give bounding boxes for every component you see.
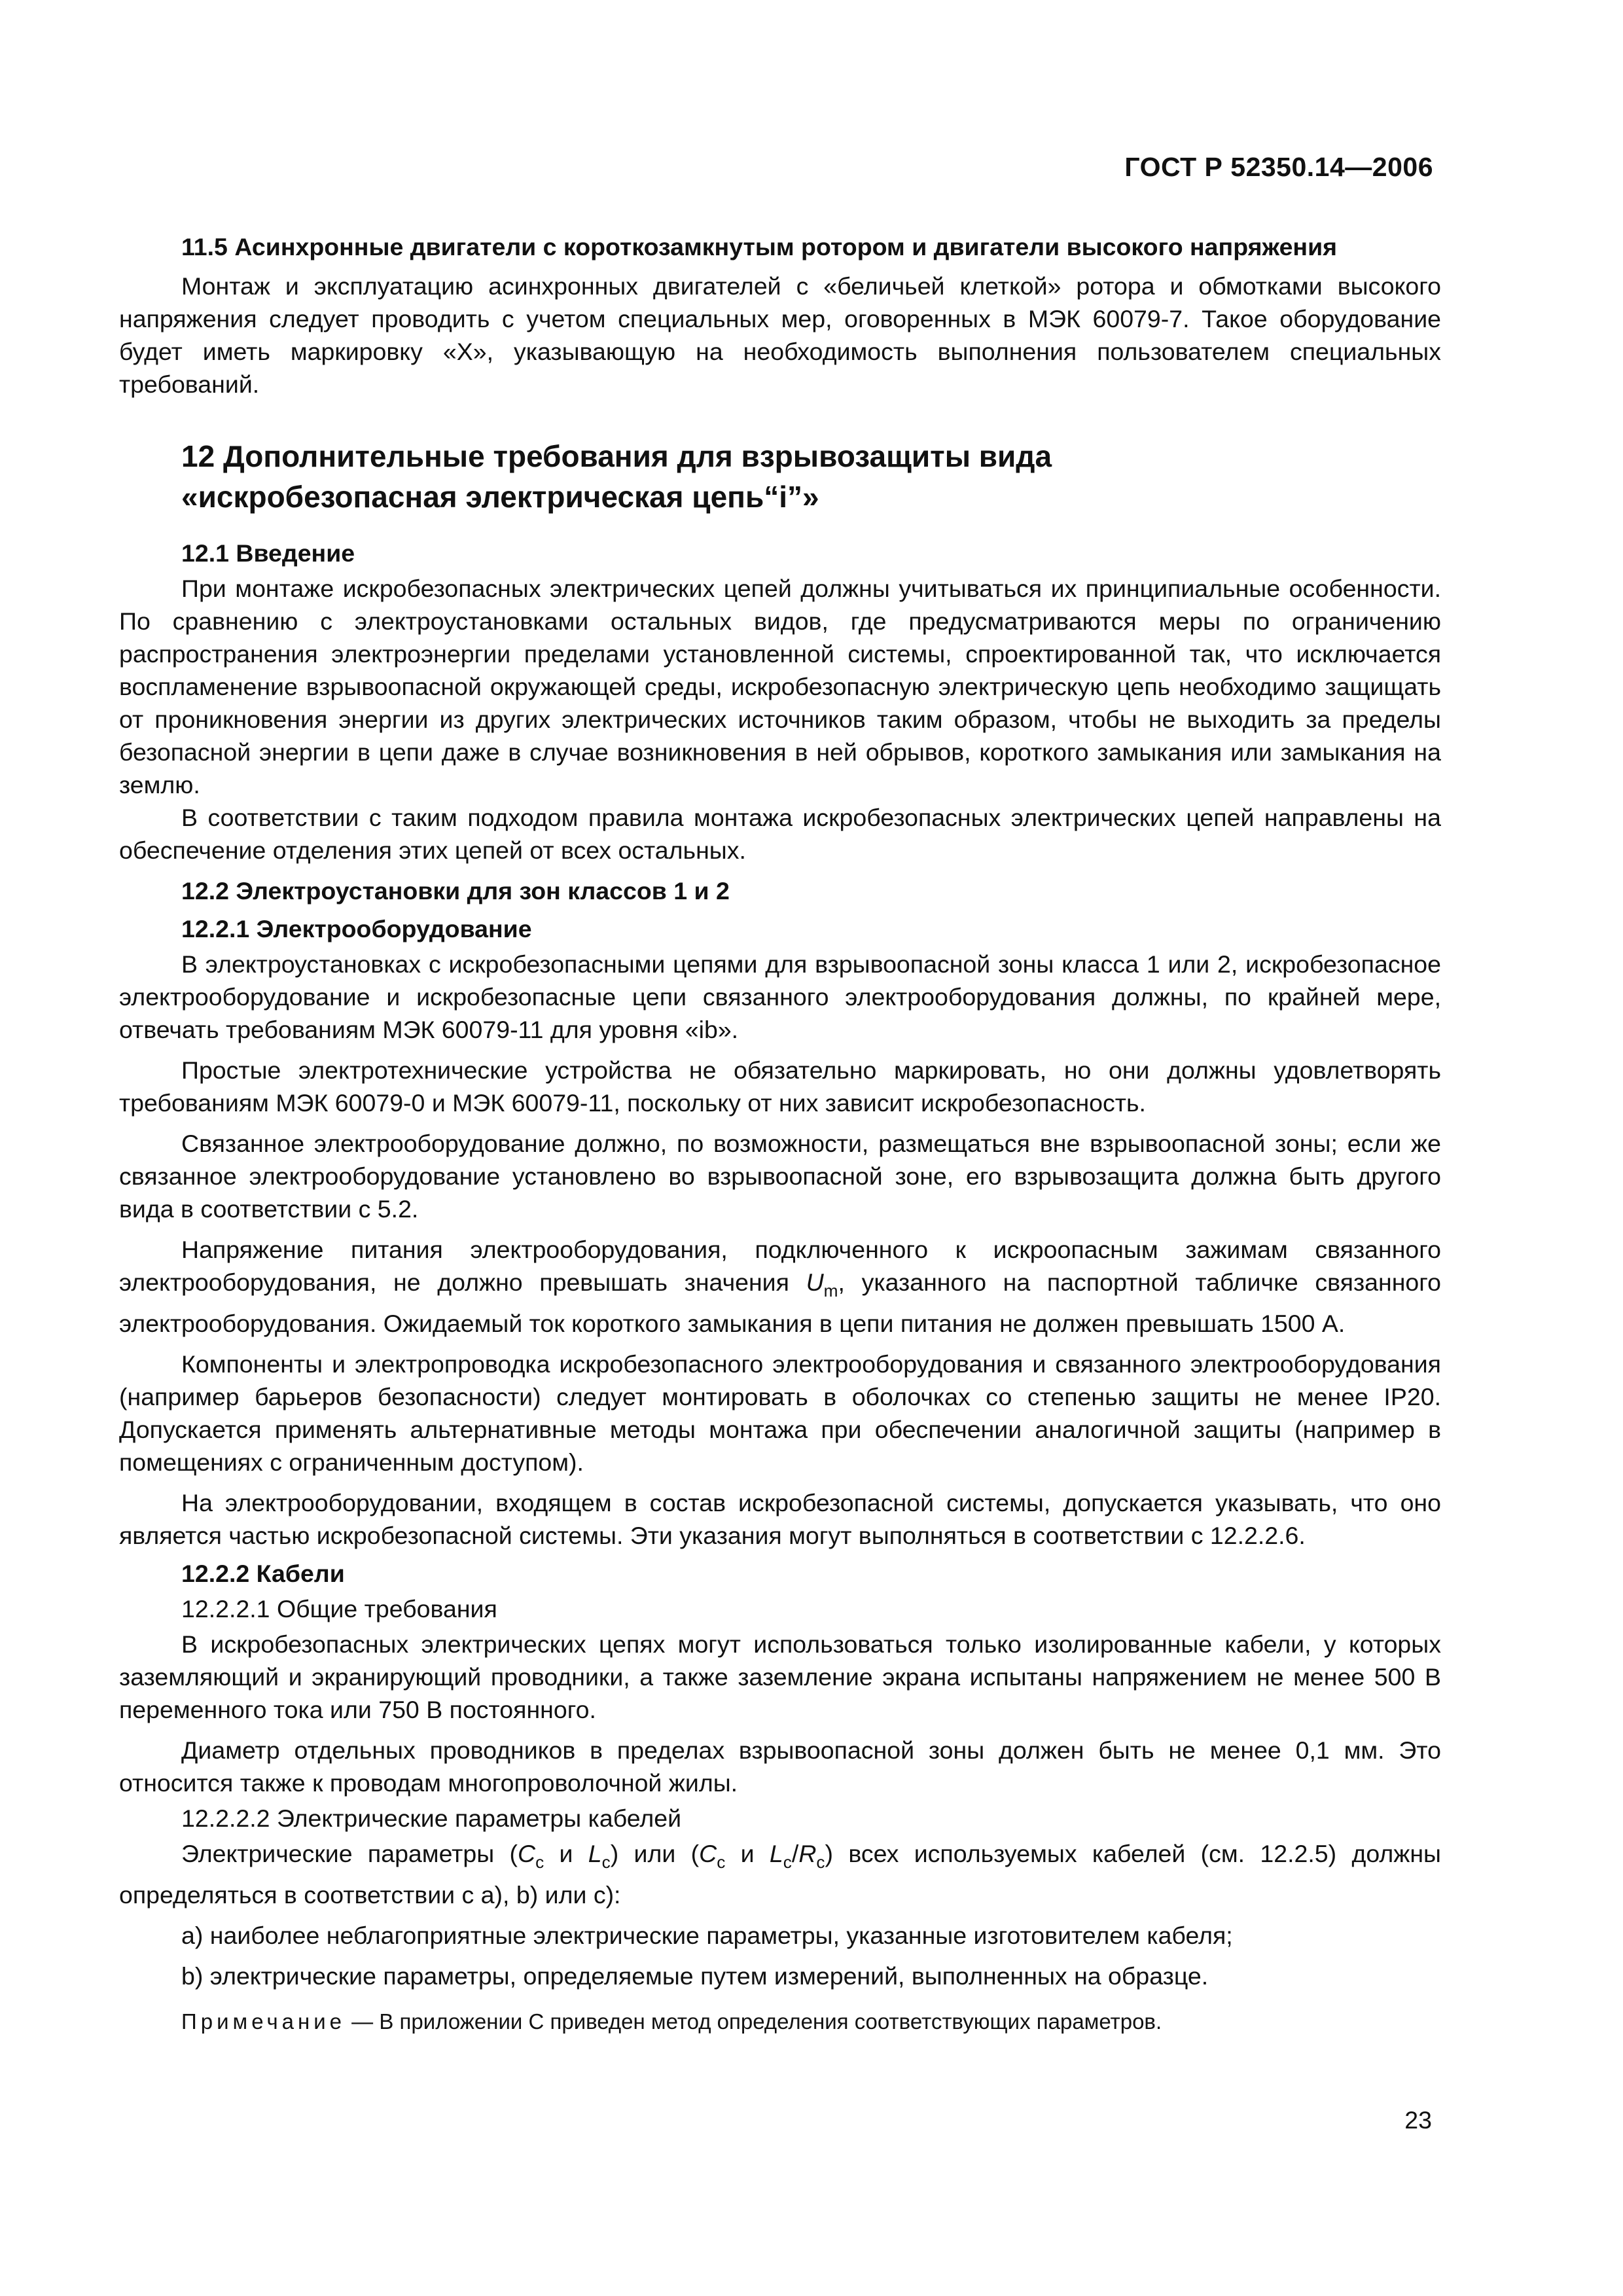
- subscript-c: c: [717, 1852, 726, 1873]
- symbol-r: R: [798, 1840, 817, 1868]
- section-12-2-1-paragraph-3: Связанное электрооборудование должно, по возможности, размещаться вне взрывоопасной зоны; если же связанное электрооборудование установлено во взрывоопасной зоне, его взрывозащита должна быть другого вида в соответствии с 5.2.: [119, 1130, 1441, 1223]
- subscript-c: c: [535, 1852, 544, 1873]
- section-12-2-1-paragraph-4: [119, 1233, 1441, 1340]
- chapter-12-heading-line1: 12 Дополнительные требования для взрывозащиты вида: [181, 439, 1052, 473]
- symbol-l: L: [769, 1840, 783, 1868]
- section-12-2-1-heading: 12.2.1 Электрооборудование: [181, 915, 532, 942]
- symbol-c: C: [517, 1840, 536, 1868]
- section-12-2-1-paragraph-2: Простые электротехнические устройства не обязательно маркировать, но они должны удовлетворять требованиям МЭК 60079-0 и МЭК 60079-11, поскольку от них зависит искробезопасность.: [119, 1056, 1441, 1117]
- conjunction: и: [725, 1840, 770, 1868]
- paragraph-text: ) всех используемых кабелей (см. 12.2.5) должны определяться в соответствии с а), b) или с):: [119, 1840, 1441, 1909]
- subscript-c: c: [601, 1852, 611, 1873]
- slash: /: [791, 1840, 799, 1868]
- section-12-2-1-paragraph-6: На электрооборудовании, входящем в состав искробезопасной системы, допускается указывать, что оно является частью искробезопасной системы. Эти указания могут выполняться в соответствии с 12.2.2.6.: [119, 1489, 1441, 1550]
- note-label: Примечание: [181, 2009, 346, 2034]
- subscript-c: c: [816, 1852, 825, 1873]
- symbol-u: U: [806, 1268, 824, 1296]
- section-12-2-1-paragraph-1: В электроустановках с искробезопасными цепями для взрывоопасной зоны класса 1 или 2, искробезопасное электрооборудование и искробезопасные цепи связанного электрооборудования должны, по крайней мере, отвечать требованиям МЭК 60079-11 для уровня «ib».: [119, 950, 1441, 1043]
- section-12-2-heading: 12.2 Электроустановки для зон классов 1 и 2: [181, 877, 730, 905]
- conjunction: и: [544, 1840, 588, 1868]
- section-11-5-paragraph: Монтаж и эксплуатацию асинхронных двигателей с «беличьей клеткой» ротора и обмотками высокого напряжения следует проводить с учетом специальных мер, оговоренных в МЭК 60079-7. Такое оборудование будет иметь маркировку «X», указывающую на необходимость выполнения пользователем специальных требований.: [119, 272, 1441, 398]
- chapter-12-heading-line2: «искробезопасная электрическая цепь“i”»: [181, 480, 819, 514]
- section-12-2-2-1-paragraph-1: В искробезопасных электрических цепях могут использоваться только изолированные кабели, у которых заземляющий и экранирующий проводники, а также заземление экрана испытаны напряжением не менее 500 В переменного тока или 750 В постоянного.: [119, 1630, 1441, 1724]
- list-item-a: а) наиболее неблагоприятные электрические параметры, указанные изготовителем кабеля;: [181, 1922, 1233, 1950]
- section-12-1-paragraph-1: При монтаже искробезопасных электрических цепей должны учитываться их принципиальные особенности. По сравнению с электроустановками остальных видов, где предусматриваются меры по ограничению распространения электроэнергии пределами установленной системы, спроектированной так, что исключается воспламенение взрывоопасной окружающей среды, искробезопасную электрическую цепь необходимо защищать от проникновения энергии из других электрических источников таким образом, чтобы не выходить за пределы безопасной энергии в цепи даже в случае возникновения в ней обрывов, короткого замыкания или замыкания на землю.: [119, 575, 1441, 798]
- subscript-m: m: [823, 1281, 838, 1301]
- document-header: ГОСТ Р 52350.14—2006: [1124, 152, 1433, 182]
- section-12-2-2-2-heading: 12.2.2.2 Электрические параметры кабелей: [181, 1804, 682, 1833]
- section-12-2-2-heading: 12.2.2 Кабели: [181, 1560, 345, 1588]
- section-12-2-2-1-paragraph-2: Диаметр отдельных проводников в пределах взрывоопасной зоны должен быть не менее 0,1 мм. Это относится также к проводам многопроволочной жилы.: [119, 1736, 1441, 1797]
- symbol-l: L: [588, 1840, 602, 1868]
- section-12-2-2-1-heading: 12.2.2.1 Общие требования: [181, 1595, 497, 1623]
- conjunction: ) или (: [610, 1840, 700, 1868]
- subscript-c: c: [783, 1852, 792, 1873]
- page-number: 23: [1404, 2106, 1432, 2134]
- paragraph-text: Электрические параметры (: [181, 1840, 518, 1868]
- paragraph-text: Напряжение питания электрооборудования, подключенного к искроопасным зажимам связанного электрооборудования, не должно превышать значения: [119, 1236, 1441, 1296]
- paragraph-text: , указанного на паспортной табличке связанного электрооборудования. Ожидаемый ток короткого замыкания в цепи питания не должен превышать 1500 А.: [119, 1268, 1441, 1338]
- chapter-12-heading: [181, 436, 1441, 517]
- section-12-2-2-2-paragraph: [119, 1837, 1441, 1911]
- note-text: — В приложении С приведен метод определения соответствующих параметров.: [346, 2009, 1162, 2034]
- section-12-1-heading: 12.1 Введение: [181, 539, 355, 567]
- document-body: [119, 230, 1441, 2037]
- section-12-2-1-paragraph-5: Компоненты и электропроводка искробезопасного электрооборудования и связанного электрооборудования (например барьеров безопасности) следует монтировать в оболочках со степенью защиты не менее IP20. Допускается применять альтернативные методы монтажа при обеспечении аналогичной защиты (например в помещениях с ограниченным доступом).: [119, 1350, 1441, 1477]
- list-item-b: b) электрические параметры, определяемые путем измерений, выполненных на образце.: [181, 1962, 1209, 1990]
- note: [119, 2007, 1441, 2037]
- symbol-c: C: [699, 1840, 717, 1868]
- section-11-5-heading: 11.5 Асинхронные двигатели с короткозамкнутым ротором и двигатели высокого напряжения: [181, 233, 1338, 260]
- section-12-1-paragraph-2: В соответствии с таким подходом правила монтажа искробезопасных электрических цепей направлены на обеспечение отделения этих цепей от всех остальных.: [119, 804, 1441, 864]
